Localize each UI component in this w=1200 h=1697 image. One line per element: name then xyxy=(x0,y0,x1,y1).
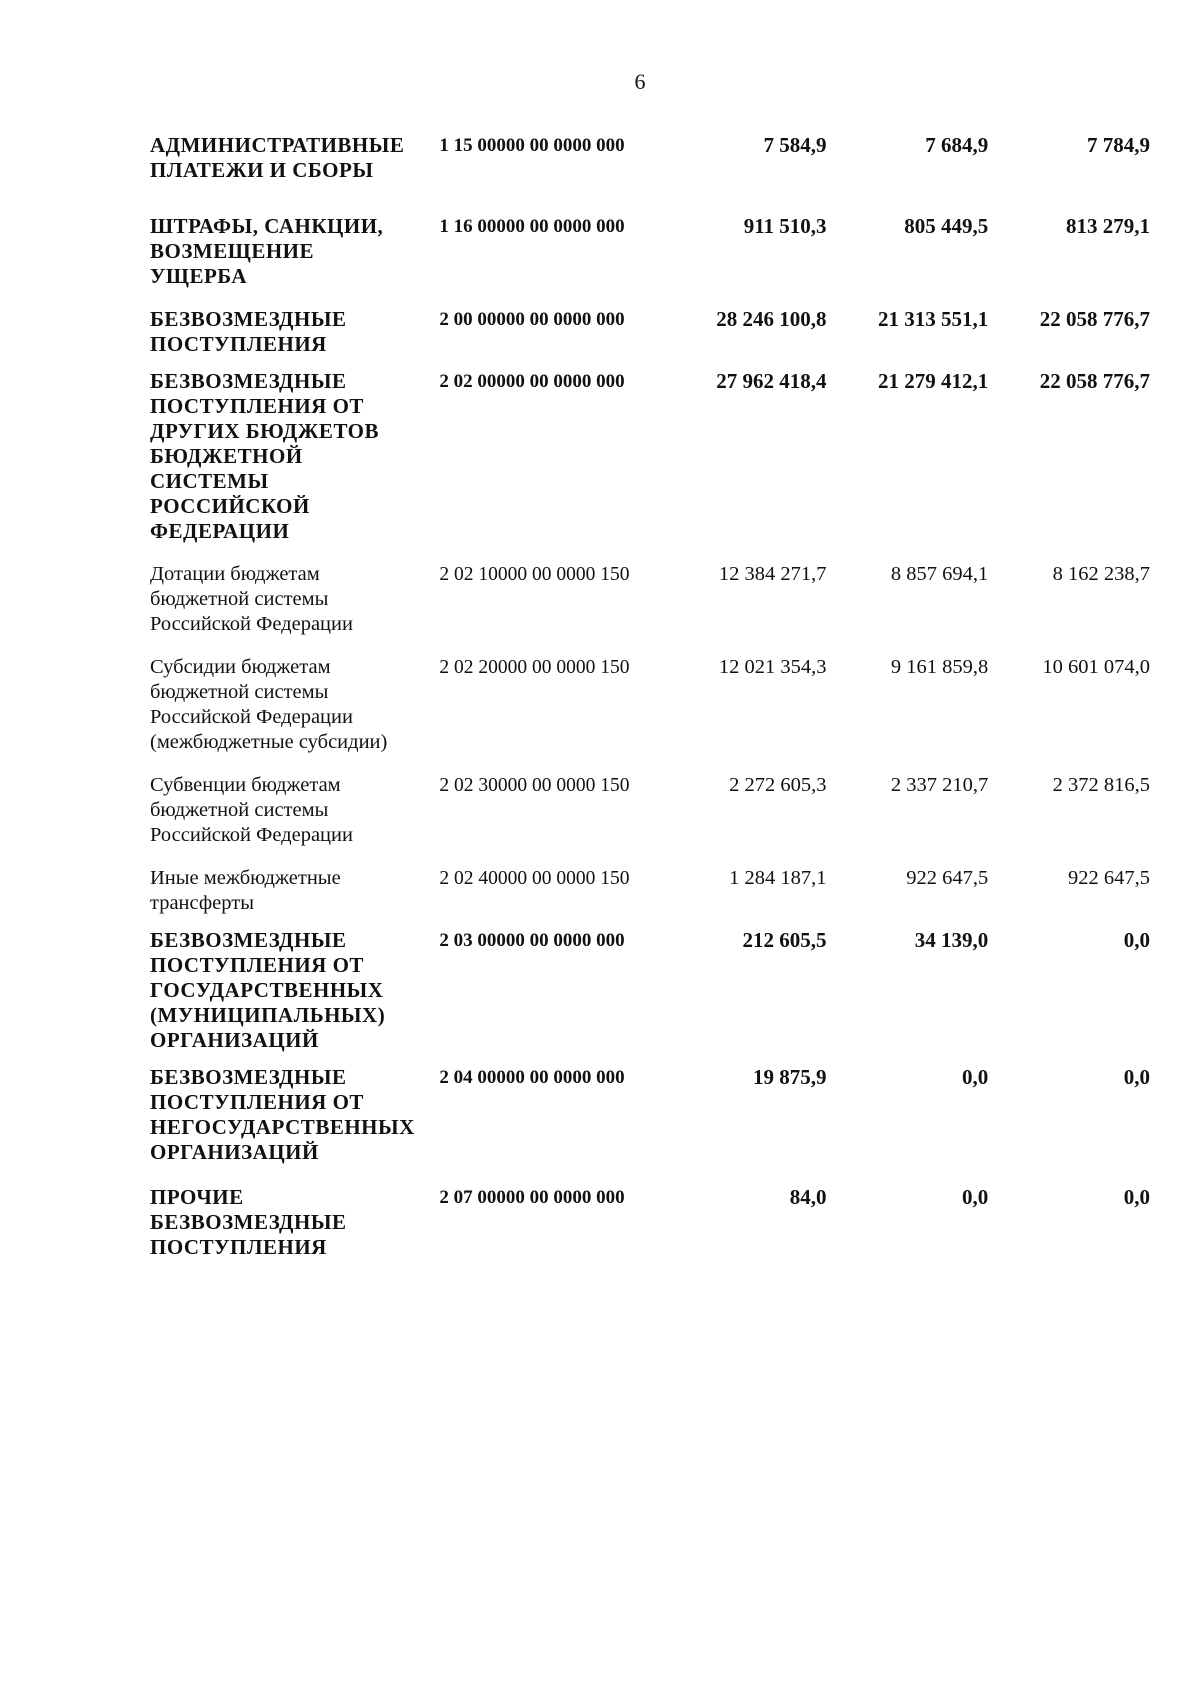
row-code: 2 04 00000 00 0000 000 xyxy=(439,1067,625,1088)
row-value-3: 8 162 238,7 xyxy=(1052,563,1150,585)
row-name-line: ОРГАНИЗАЦИЙ xyxy=(150,1028,319,1052)
row-name-line: ПЛАТЕЖИ И СБОРЫ xyxy=(150,158,374,182)
row-name-line: бюджетной системы xyxy=(150,799,329,821)
row-value-3: 22 058 776,7 xyxy=(1039,307,1150,331)
row-name-line: БЕЗВОЗМЕЗДНЫЕ xyxy=(150,307,347,331)
row-name-line: УЩЕРБА xyxy=(150,264,248,288)
row-value-2: 21 313 551,1 xyxy=(878,307,989,331)
row-name-line: ПОСТУПЛЕНИЯ xyxy=(150,332,327,356)
row-value-1: 12 384 271,7 xyxy=(718,563,827,585)
row-name-line: НЕГОСУДАРСТВЕННЫХ xyxy=(150,1115,415,1139)
row-value-3: 813 279,1 xyxy=(1066,214,1150,238)
row-value-1: 84,0 xyxy=(789,1185,827,1209)
row-value-1: 12 021 354,3 xyxy=(718,656,827,678)
row-name xyxy=(150,369,439,544)
row-name xyxy=(150,773,439,848)
row-name-line: ДРУГИХ БЮДЖЕТОВ xyxy=(150,419,380,443)
row-name-line: трансферты xyxy=(150,892,254,914)
table-row xyxy=(150,1065,1150,1165)
row-name xyxy=(150,1065,439,1165)
row-value-3: 7 784,9 xyxy=(1087,133,1150,157)
row-name-line: СИСТЕМЫ xyxy=(150,469,269,493)
row-value-2: 8 857 694,1 xyxy=(890,563,989,585)
row-value-3: 0,0 xyxy=(1123,928,1150,952)
row-value-2: 7 684,9 xyxy=(925,133,989,157)
table-row xyxy=(150,1185,1150,1260)
row-value-1: 911 510,3 xyxy=(743,214,827,238)
row-name xyxy=(150,562,439,637)
row-name-line: ВОЗМЕЩЕНИЕ xyxy=(150,239,314,263)
row-name xyxy=(150,214,439,289)
row-code: 2 02 00000 00 0000 000 xyxy=(439,371,625,392)
row-name-line: ШТРАФЫ, САНКЦИИ, xyxy=(150,214,384,238)
row-name xyxy=(150,307,439,357)
row-code: 2 02 20000 00 0000 150 xyxy=(439,657,630,678)
row-code: 2 02 40000 00 0000 150 xyxy=(439,868,630,889)
row-name-line: бюджетной системы xyxy=(150,681,329,703)
row-name-line: бюджетной системы xyxy=(150,588,329,610)
row-name-line: АДМИНИСТРАТИВНЫЕ xyxy=(150,133,405,157)
row-code: 1 15 00000 00 0000 000 xyxy=(439,135,625,156)
row-code: 2 07 00000 00 0000 000 xyxy=(439,1187,625,1208)
row-name-line: Иные межбюджетные xyxy=(150,867,341,889)
row-name-line: БЕЗВОЗМЕЗДНЫЕ xyxy=(150,369,347,393)
row-name xyxy=(150,133,439,183)
row-name xyxy=(150,928,439,1053)
row-name-line: ОРГАНИЗАЦИЙ xyxy=(150,1140,319,1164)
table-row xyxy=(150,307,1150,357)
row-name-line: (межбюджетные субсидии) xyxy=(150,731,388,753)
row-name-line: БЕЗВОЗМЕЗДНЫЕ xyxy=(150,1210,347,1234)
row-name xyxy=(150,655,439,755)
row-value-3: 2 372 816,5 xyxy=(1052,774,1150,796)
table-row xyxy=(150,369,1150,544)
table-row xyxy=(150,866,1150,916)
row-value-1: 28 246 100,8 xyxy=(716,307,827,331)
row-code: 2 00 00000 00 0000 000 xyxy=(439,309,625,330)
row-value-1: 27 962 418,4 xyxy=(716,369,827,393)
row-name xyxy=(150,866,439,916)
row-value-3: 922 647,5 xyxy=(1068,867,1150,889)
row-name-line: ПРОЧИЕ xyxy=(150,1185,244,1209)
row-value-1: 2 272 605,3 xyxy=(729,774,827,796)
table-row xyxy=(150,133,1150,183)
budget-table xyxy=(150,133,1150,1260)
row-value-2: 34 139,0 xyxy=(914,928,989,952)
row-value-3: 0,0 xyxy=(1123,1185,1150,1209)
row-value-2: 0,0 xyxy=(962,1185,989,1209)
row-name-line: Российской Федерации xyxy=(150,613,353,635)
row-name-line: БЮДЖЕТНОЙ xyxy=(150,444,303,468)
row-name-line: ФЕДЕРАЦИИ xyxy=(150,519,290,543)
row-name-line: Российской Федерации xyxy=(150,706,353,728)
row-value-1: 19 875,9 xyxy=(753,1065,827,1089)
row-name-line: Дотации бюджетам xyxy=(150,563,320,585)
row-name-line: Субвенции бюджетам xyxy=(150,774,341,796)
row-value-3: 22 058 776,7 xyxy=(1039,369,1150,393)
row-code: 1 16 00000 00 0000 000 xyxy=(439,216,625,237)
row-value-2: 0,0 xyxy=(962,1065,989,1089)
table-row xyxy=(150,655,1150,755)
row-name-line: Российской Федерации xyxy=(150,824,353,846)
row-name xyxy=(150,1185,439,1260)
row-code: 2 02 10000 00 0000 150 xyxy=(439,564,630,585)
row-value-2: 922 647,5 xyxy=(906,867,989,889)
row-name-line: ПОСТУПЛЕНИЯ xyxy=(150,1235,327,1259)
row-value-2: 9 161 859,8 xyxy=(890,656,989,678)
row-value-2: 805 449,5 xyxy=(904,214,989,238)
table-row xyxy=(150,773,1150,848)
row-name-line: ПОСТУПЛЕНИЯ ОТ xyxy=(150,953,364,977)
row-code: 2 02 30000 00 0000 150 xyxy=(439,775,630,796)
row-code: 2 03 00000 00 0000 000 xyxy=(439,930,625,951)
row-name-line: ПОСТУПЛЕНИЯ ОТ xyxy=(150,1090,364,1114)
page-number: 6 xyxy=(634,69,646,94)
table-row xyxy=(150,562,1150,637)
table-row xyxy=(150,928,1150,1053)
row-value-2: 21 279 412,1 xyxy=(878,369,989,393)
row-name-line: Субсидии бюджетам xyxy=(150,656,331,678)
row-name-line: РОССИЙСКОЙ xyxy=(150,494,310,518)
row-value-3: 10 601 074,0 xyxy=(1042,656,1150,678)
table-row xyxy=(150,214,1150,289)
row-value-1: 7 584,9 xyxy=(763,133,827,157)
row-value-3: 0,0 xyxy=(1123,1065,1150,1089)
row-name-line: ПОСТУПЛЕНИЯ ОТ xyxy=(150,394,364,418)
row-value-1: 1 284 187,1 xyxy=(729,867,827,889)
row-name-line: БЕЗВОЗМЕЗДНЫЕ xyxy=(150,928,347,952)
row-value-1: 212 605,5 xyxy=(742,928,827,952)
row-name-line: ГОСУДАРСТВЕННЫХ xyxy=(150,978,384,1002)
row-value-2: 2 337 210,7 xyxy=(890,774,989,796)
row-name-line: БЕЗВОЗМЕЗДНЫЕ xyxy=(150,1065,347,1089)
row-name-line: (МУНИЦИПАЛЬНЫХ) xyxy=(150,1003,386,1027)
